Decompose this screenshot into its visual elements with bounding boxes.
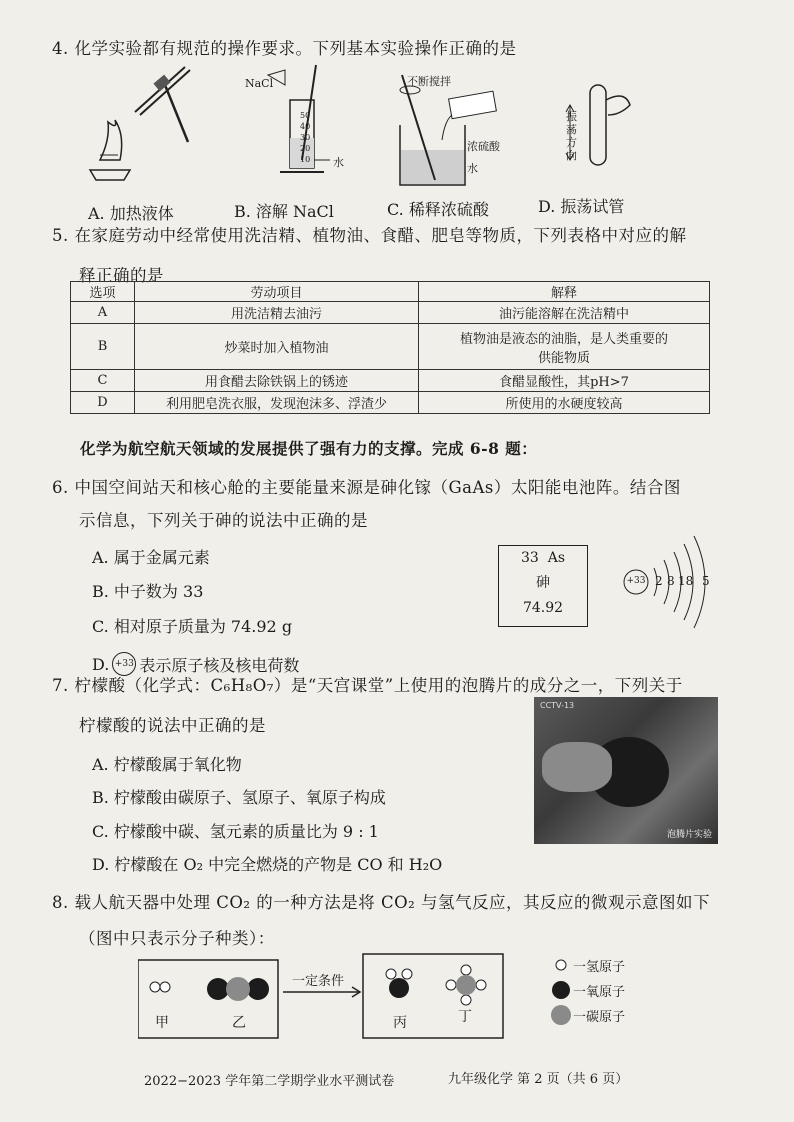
heating-apparatus-icon — [90, 67, 190, 180]
legend-hydrogen-icon — [556, 960, 566, 970]
table-cell-task: 用洗洁精去油污 — [135, 302, 419, 324]
photo-caption: 泡腾片实验 — [666, 830, 712, 840]
element-symbol: As — [547, 550, 566, 566]
label-water-c: 水 — [467, 162, 478, 175]
q8-stem-line2: （图中只表示分子种类）： — [79, 929, 275, 948]
q7-option-c[interactable]: C. 柠檬酸中碳、氢元素的质量比为 9 : 1 — [92, 822, 379, 841]
element-mass: 74.92 — [522, 600, 564, 616]
hydrogen-atom-icon — [461, 995, 471, 1005]
label-acid: 浓硫酸 — [467, 140, 500, 153]
table-header: 选项 — [71, 282, 135, 302]
carbon-atom-icon — [456, 975, 476, 995]
label-water-b: 水 — [333, 156, 344, 169]
label-ding: 丁 — [458, 1009, 472, 1025]
hand-shape — [542, 742, 612, 792]
table-cell-task: 利用肥皂洗衣服，发现泡沫多、浮渣少 — [135, 392, 419, 414]
table-header: 解释 — [419, 282, 710, 302]
q7-option-b[interactable]: B. 柠檬酸由碳原子、氢原子、氧原子构成 — [92, 788, 386, 807]
hydrogen-atom-icon — [446, 980, 456, 990]
hydrogen-atom-icon — [402, 969, 412, 979]
carbon-atom-icon — [226, 977, 250, 1001]
label-yi: 乙 — [232, 1015, 246, 1031]
products-box — [363, 954, 503, 1038]
q5-stem-line2: 释正确的是 — [79, 266, 164, 285]
shell-electron-4: 5 — [702, 574, 710, 588]
element-name: 砷 — [536, 575, 550, 591]
hydrogen-atom-icon — [160, 982, 170, 992]
footer-page-number: 九年级化学 第 2 页（共 6 页） — [448, 1072, 629, 1087]
table-row — [71, 324, 710, 370]
label-bing: 丙 — [393, 1015, 407, 1031]
q7-stem-line1: 7. 柠檬酸（化学式：C₆H₈O₇）是“天宫课堂”上使用的泡腾片的成分之一，下列关于 — [52, 676, 683, 695]
legend-carbon: 一碳原子 — [573, 1010, 626, 1025]
label-nacl: NaCl — [245, 77, 274, 90]
q7-option-d[interactable]: D. 柠檬酸在 O₂ 中完全燃烧的产物是 CO 和 H₂O — [92, 855, 443, 874]
hydrogen-atom-icon — [461, 965, 471, 975]
photo-logo: CCTV-13 — [540, 701, 575, 710]
q5-table — [70, 281, 710, 414]
q8-stem-line1: 8. 载人航天器中处理 CO₂ 的一种方法是将 CO₂ 与氢气反应，其反应的微观示意图如下 — [52, 893, 710, 912]
q6-option-b[interactable]: B. 中子数为 33 — [92, 582, 204, 601]
table-header: 劳动项目 — [135, 282, 419, 302]
legend-carbon-icon — [551, 1005, 571, 1025]
shell-electron-1: 2 — [655, 574, 663, 588]
table-cell-task: 炒菜时加入植物油 — [135, 324, 419, 370]
table-cell-option[interactable]: B — [71, 324, 135, 370]
oxygen-atom-icon — [389, 978, 409, 998]
q5-stem-line1: 5. 在家庭劳动中经常使用洗洁精、植物油、食醋、肥皂等物质，下列表格中对应的解 — [52, 226, 687, 245]
q4-option-b[interactable]: B. 溶解 NaCl — [234, 202, 334, 221]
oxygen-atom-icon — [247, 978, 269, 1000]
q4-option-d[interactable]: D. 振荡试管 — [538, 197, 625, 216]
table-cell-explanation: 所使用的水硬度较高 — [419, 392, 710, 414]
table-cell-option[interactable]: D — [71, 392, 135, 414]
table-cell-explanation: 食醋显酸性，其pH>7 — [419, 370, 710, 392]
oxygen-atom-icon — [207, 978, 229, 1000]
hydrogen-atom-icon — [386, 969, 396, 979]
label-shake-direction: 振 荡 方 向 — [566, 110, 577, 162]
table-row — [71, 392, 710, 414]
beaker-dilution-icon — [400, 75, 496, 185]
q4-apparatus-figure — [80, 60, 720, 200]
hydrogen-atom-icon — [150, 982, 160, 992]
legend-oxygen: 一氧原子 — [573, 985, 626, 1000]
element-card — [498, 545, 588, 627]
legend-oxygen-icon — [552, 981, 570, 999]
section-heading: 化学为航空航天领域的发展提供了强有力的支撑。完成 6-8 题： — [80, 439, 538, 458]
nucleus-symbol-icon: +33 — [112, 652, 136, 676]
table-cell-option[interactable]: A — [71, 302, 135, 324]
element-number: 33 — [520, 550, 539, 566]
table-cell-explanation: 油污能溶解在洗洁精中 — [419, 302, 710, 324]
table-row — [71, 302, 710, 324]
q7-option-a[interactable]: A. 柠檬酸属于氧化物 — [92, 755, 242, 774]
q4-option-a[interactable]: A. 加热液体 — [88, 204, 174, 223]
table-row — [71, 370, 710, 392]
q6-option-d-letter: D. — [92, 654, 110, 674]
q6-option-c[interactable]: C. 相对原子质量为 74.92 g — [92, 617, 293, 636]
measuring-cylinder-icon — [268, 65, 330, 172]
cylinder-ticks: 50 40 30 20 10 — [300, 111, 311, 164]
shell-electron-3: 18 — [678, 574, 694, 588]
q4-stem: 4. 化学实验都有规范的操作要求。下列基本实验操作正确的是 — [52, 39, 517, 58]
q7-stem-line2: 柠檬酸的说法中正确的是 — [79, 716, 266, 735]
legend-hydrogen: 一氢原子 — [573, 960, 626, 975]
nucleus-charge: +33 — [626, 576, 646, 586]
q6-stem-line1: 6. 中国空间站天和核心舱的主要能量来源是砷化镓（GaAs）太阳能电池阵。结合图 — [52, 478, 681, 497]
q6-option-a[interactable]: A. 属于金属元素 — [92, 548, 210, 567]
hydrogen-atom-icon — [476, 980, 486, 990]
shell-electron-2: 8 — [667, 574, 675, 588]
reaction-condition: 一定条件 — [292, 974, 345, 989]
footer-exam-title: 2022−2023 学年第二学期学业水平测试卷 — [144, 1074, 395, 1089]
label-jia: 甲 — [155, 1015, 169, 1031]
table-header-row — [71, 282, 710, 302]
q6-stem-line2: 示信息，下列关于砷的说法中正确的是 — [79, 511, 368, 530]
effervescent-tablet-photo — [534, 697, 718, 844]
label-stir: 不断搅拌 — [407, 75, 451, 88]
table-cell-option[interactable]: C — [71, 370, 135, 392]
q4-option-c[interactable]: C. 稀释浓硫酸 — [387, 200, 489, 219]
table-cell-task: 用食醋去除铁锅上的锈迹 — [135, 370, 419, 392]
q6-option-d-text: 表示原子核及核电荷数 — [139, 655, 300, 675]
table-cell-explanation: 植物油是液态的油脂，是人类重要的 供能物质 — [419, 324, 710, 370]
